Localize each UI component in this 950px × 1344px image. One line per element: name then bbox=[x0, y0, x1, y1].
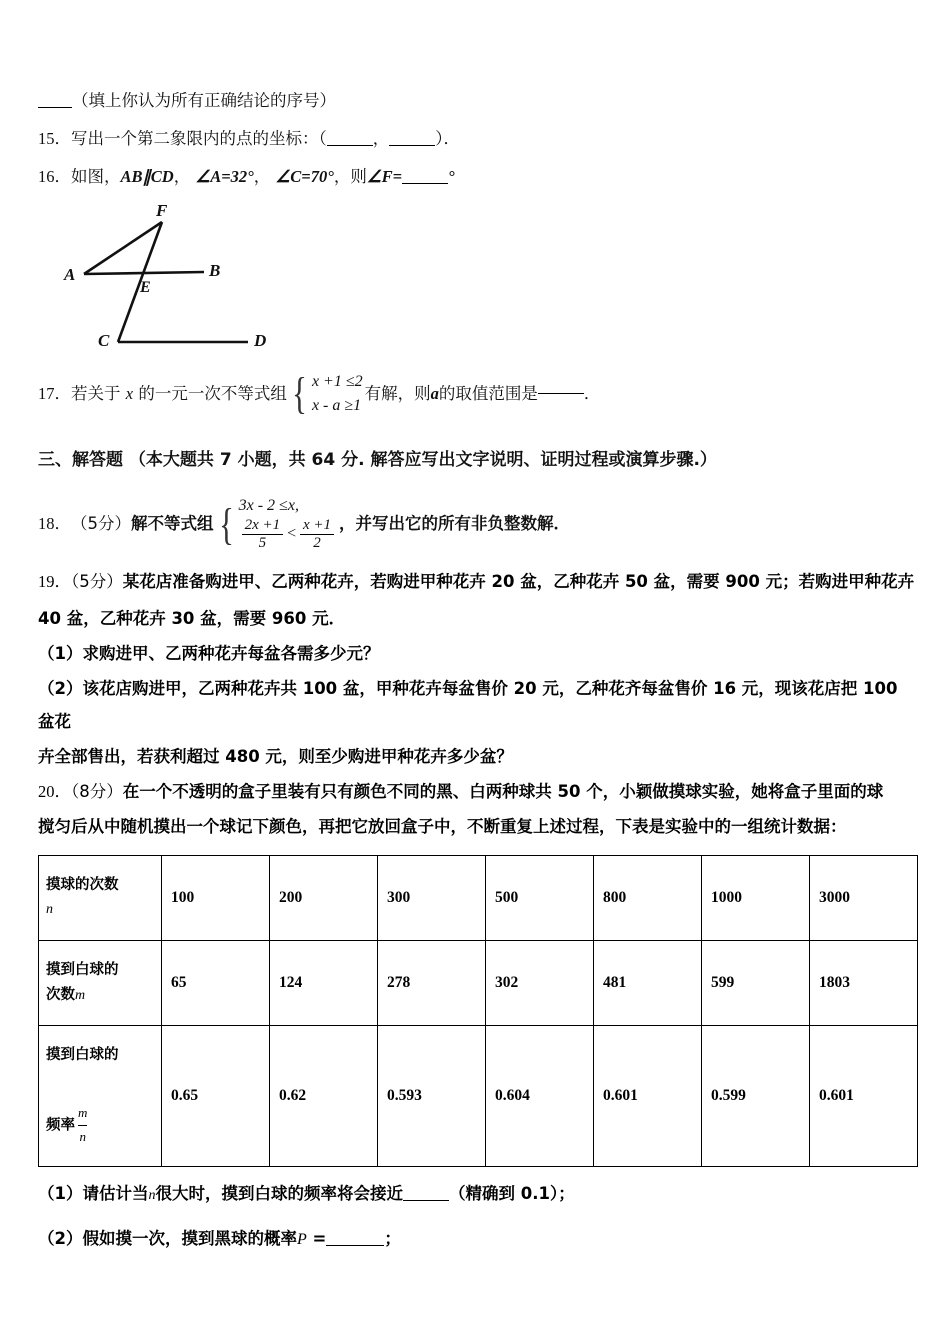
question-20-line-2: 搅匀后从中随机摸出一个球记下颜色，再把它放回盒子中，不断重复上述过程，下表是实验中的一组统计数据： bbox=[38, 817, 847, 836]
cell-white-6: 599 bbox=[702, 941, 810, 1026]
question-17-text-a: 若关于 bbox=[71, 383, 121, 403]
inequality-2-var: a bbox=[332, 396, 341, 414]
cell-trials-6: 1000 bbox=[702, 856, 810, 941]
row-header-trials-line1: 摸球的次数 bbox=[46, 877, 119, 894]
variable-p: P bbox=[296, 1230, 307, 1248]
question-18-text-b: ，并写出它的所有非负整数解． bbox=[338, 514, 570, 534]
experiment-data-table bbox=[38, 855, 918, 1167]
label-a: A bbox=[64, 264, 76, 284]
question-19-sub-2-line-1: （2）该花店购进甲，乙两种花卉共 100 盆，甲种花卉每盆售价 20 元，乙种花齐每盆售价 16 元，现该花店把 100 盆花 bbox=[38, 679, 898, 731]
answer-blank-angle-f[interactable] bbox=[402, 183, 448, 184]
question-19-sub-1: （1）求购进甲、乙两种花卉每盆各需多少元？ bbox=[38, 644, 380, 663]
row-header-frequency-fraction bbox=[78, 1102, 87, 1149]
table-row bbox=[39, 856, 918, 941]
inequality-2 bbox=[239, 517, 337, 551]
top-fragment-line bbox=[38, 88, 918, 114]
question-18-score: （5分） bbox=[71, 514, 131, 534]
question-20-body-1: 在一个不透明的盒子里装有只有颜色不同的黑、白两种球共 50 个，小颖做摸球实验，她将盒子里面的球 bbox=[122, 782, 884, 801]
question-19-score: （5分） bbox=[71, 572, 123, 591]
comma-2: ， bbox=[253, 167, 271, 187]
question-20-sub-1 bbox=[38, 1177, 918, 1212]
top-fragment-text: （填上你认为所有正确结论的序号） bbox=[72, 91, 336, 110]
geometry-figure-svg bbox=[56, 196, 286, 346]
cell-freq-7: 0.601 bbox=[810, 1026, 918, 1167]
row-header-white-count-symbol: m bbox=[75, 987, 86, 1003]
row-header-frequency-line2 bbox=[46, 1102, 154, 1149]
question-15 bbox=[38, 126, 918, 152]
fraction-left-numerator: 2x +1 bbox=[244, 517, 281, 533]
answer-blank-probability[interactable] bbox=[326, 1245, 384, 1246]
degree-symbol: ° bbox=[448, 167, 455, 187]
cell-white-7: 1803 bbox=[810, 941, 918, 1026]
label-f: F bbox=[156, 200, 168, 220]
question-16 bbox=[38, 164, 918, 190]
cell-freq-5: 0.601 bbox=[594, 1026, 702, 1167]
comma-1: ， bbox=[173, 167, 191, 187]
question-19-sub-2-line-2: 卉全部售出，若获利超过 480 元，则至少购进甲种花卉多少盆？ bbox=[38, 747, 513, 766]
comma-3: ，则 bbox=[333, 167, 367, 187]
row-header-white-count-text: 次数 bbox=[46, 986, 75, 1003]
cell-white-5: 481 bbox=[594, 941, 702, 1026]
question-19-line-2: 40 盆，乙种花卉 30 盆，需要 960 元． bbox=[38, 609, 346, 628]
cell-white-3: 278 bbox=[378, 941, 486, 1026]
frequency-denominator: n bbox=[78, 1125, 87, 1149]
answer-blank-frequency[interactable] bbox=[403, 1200, 449, 1201]
cell-trials-3: 300 bbox=[378, 856, 486, 941]
variable-x: x bbox=[125, 383, 134, 403]
cell-trials-4: 500 bbox=[486, 856, 594, 941]
cell-trials-5: 800 bbox=[594, 856, 702, 941]
inequality-2 bbox=[312, 393, 363, 417]
question-17-text-c: 有解，则 bbox=[364, 383, 431, 403]
label-e: E bbox=[140, 278, 151, 296]
question-19-line-1 bbox=[38, 565, 918, 598]
question-18-text-a: 解不等式组 bbox=[131, 514, 214, 534]
question-20-number: 20． bbox=[38, 782, 71, 801]
question-20-sub-2 bbox=[38, 1222, 918, 1257]
cell-white-2: 124 bbox=[270, 941, 378, 1026]
variable-n: n bbox=[148, 1188, 156, 1203]
fraction-left-denominator: 5 bbox=[242, 534, 284, 552]
segment-af bbox=[84, 222, 162, 274]
left-brace: { bbox=[218, 499, 234, 549]
section-3-heading: 三、解答题 （本大题共 7 小题，共 64 分. 解答应写出文字说明、证明过程或演算步骤.） bbox=[38, 450, 717, 471]
parallel-statement: AB∥CD bbox=[120, 167, 174, 187]
question-20-sub-1-text-c: （精确到 0.1）； bbox=[448, 1184, 575, 1203]
answer-blank-x[interactable] bbox=[327, 145, 373, 146]
question-20-score: （8分） bbox=[71, 782, 123, 801]
question-19-body-1: 某花店准备购进甲、乙两种花卉，若购进甲种花卉 20 盆，乙种花卉 50 盆，需要 900 元；若购进甲种花卉 bbox=[122, 572, 915, 591]
question-18-number: 18． bbox=[38, 514, 71, 534]
question-17-text-b: 的一元一次不等式组 bbox=[138, 383, 287, 403]
label-b: B bbox=[209, 260, 221, 280]
question-17-number: 17． bbox=[38, 383, 71, 403]
cell-freq-4: 0.604 bbox=[486, 1026, 594, 1167]
left-brace: { bbox=[291, 368, 307, 418]
angle-f-label: ∠F= bbox=[366, 167, 403, 187]
equals-sign: = bbox=[312, 1228, 327, 1248]
label-d: D bbox=[254, 330, 267, 346]
inequality-system-18 bbox=[216, 497, 337, 551]
inequality-2-rhs: ≥1 bbox=[340, 396, 362, 414]
question-20-sub-1-text-b: 很大时，摸到白球的频率将会接近 bbox=[155, 1184, 403, 1203]
question-19-number: 19． bbox=[38, 572, 71, 591]
question-15-sep: ， bbox=[372, 128, 390, 148]
table-row bbox=[39, 941, 918, 1026]
row-header-trials bbox=[39, 856, 162, 941]
fraction-right-denominator: 2 bbox=[300, 534, 334, 552]
cell-trials-1: 100 bbox=[162, 856, 270, 941]
inequality-2-lhs: x - bbox=[311, 396, 333, 414]
geometry-figure bbox=[56, 196, 918, 348]
cell-freq-6: 0.599 bbox=[702, 1026, 810, 1167]
relation-symbol: < bbox=[286, 525, 297, 543]
question-16-number: 16． bbox=[38, 167, 71, 187]
question-15-number: 15． bbox=[38, 128, 71, 148]
inequality-1: x +1 ≤2 bbox=[311, 372, 363, 390]
angle-c-value: ∠C=70° bbox=[275, 167, 334, 187]
question-17-text-d: 的取值范围是 bbox=[438, 383, 538, 403]
question-20-line-1 bbox=[38, 775, 918, 808]
page-content bbox=[38, 88, 918, 1256]
row-header-white-count-line1: 摸到白球的 bbox=[46, 961, 119, 978]
fraction-left bbox=[242, 517, 284, 551]
answer-blank-y[interactable] bbox=[389, 145, 435, 146]
answer-blank[interactable] bbox=[38, 107, 72, 108]
cell-freq-2: 0.62 bbox=[270, 1026, 378, 1167]
cell-freq-3: 0.593 bbox=[378, 1026, 486, 1167]
question-20-sub-1-text-a: （1）请估计当 bbox=[38, 1184, 149, 1203]
row-header-frequency-line1: 摸到白球的 bbox=[46, 1047, 119, 1064]
inequality-system-17 bbox=[289, 370, 363, 417]
question-15-text-a: 写出一个第二象限内的点的坐标：（ bbox=[71, 128, 327, 148]
cell-white-1: 65 bbox=[162, 941, 270, 1026]
variable-a: a bbox=[430, 383, 439, 403]
frequency-numerator: m bbox=[78, 1105, 88, 1121]
row-header-white-count bbox=[39, 941, 162, 1026]
cell-trials-2: 200 bbox=[270, 856, 378, 941]
table-row bbox=[39, 1026, 918, 1167]
question-15-text-b: ）． bbox=[435, 128, 460, 148]
fraction-right-numerator: x +1 bbox=[302, 517, 331, 533]
question-18 bbox=[38, 497, 918, 551]
question-20-sub-2-text-a: （2）假如摸一次，摸到黑球的概率 bbox=[38, 1228, 297, 1248]
row-header-white-count-line2 bbox=[46, 983, 154, 1009]
question-17 bbox=[38, 370, 918, 417]
cell-freq-1: 0.65 bbox=[162, 1026, 270, 1167]
label-c: C bbox=[98, 330, 110, 346]
angle-a-value: ∠A=32° bbox=[195, 167, 254, 187]
question-16-text-a: 如图， bbox=[71, 167, 121, 187]
cell-trials-7: 3000 bbox=[810, 856, 918, 941]
question-17-period: ． bbox=[583, 383, 601, 403]
fraction-right bbox=[300, 517, 334, 551]
row-header-frequency bbox=[39, 1026, 162, 1167]
row-header-frequency-text: 频率 bbox=[46, 1117, 75, 1134]
row-header-trials-symbol: n bbox=[46, 902, 53, 918]
question-20-sub-2-end: ； bbox=[384, 1228, 401, 1248]
inequality-1: 3x - 2 ≤x, bbox=[238, 497, 299, 515]
answer-blank-range[interactable] bbox=[538, 393, 584, 394]
cell-white-4: 302 bbox=[486, 941, 594, 1026]
